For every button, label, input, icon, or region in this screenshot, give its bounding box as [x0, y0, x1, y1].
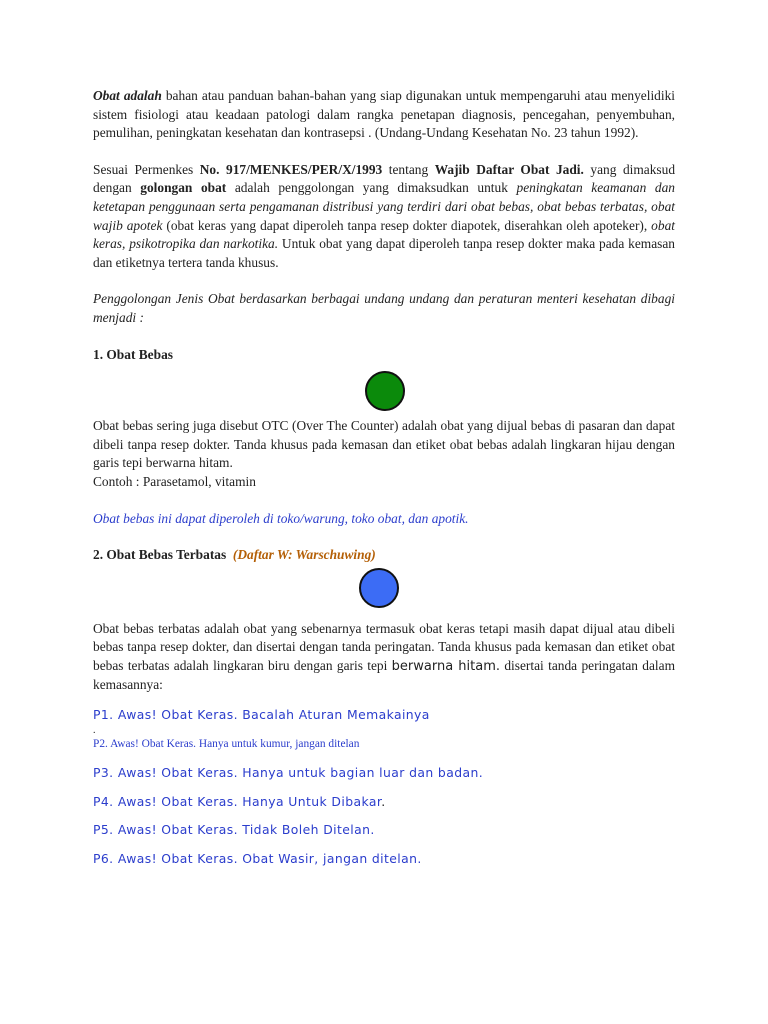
warning-p1: P1. Awas! Obat Keras. Bacalah Aturan Memakainya	[93, 707, 430, 723]
section-1-note: Obat bebas ini dapat diperoleh di toko/warung, toko obat, dan apotik.	[93, 510, 469, 526]
classification-intro: Penggolongan Jenis Obat berdasarkan berbagai undang undang dan peraturan menteri kesehatan dibagi menjadi :	[93, 291, 675, 325]
permenkes-text-2: tentang	[382, 161, 435, 177]
document-page	[93, 87, 675, 869]
warning-p5: P5. Awas! Obat Keras. Tidak Boleh Ditelan.	[93, 822, 375, 838]
regulation-title: Wajib Daftar Obat Jadi.	[434, 161, 584, 177]
permenkes-text-6: Untuk obat yang dapat diperoleh tanpa resep dokter maka pada kemasan dan etiketnya tertera tanda khusus.	[93, 236, 675, 270]
section-2-body-sans: berwarna hitam.	[391, 658, 501, 674]
regulation-number: No. 917/MENKES/PER/X/1993	[199, 161, 383, 177]
permenkes-text-3: yang dimaksud dengan	[93, 161, 676, 196]
golongan-obat-term: golongan obat	[140, 180, 227, 196]
permenkes-text-5: (obat keras yang dapat diperoleh tanpa resep dokter diapotek, diserahkan oleh apoteker),	[162, 217, 652, 233]
warning-p4-text: P4. Awas! Obat Keras. Hanya Untuk Dibakar	[93, 793, 382, 809]
permenkes-paragraph	[93, 161, 675, 273]
warning-p3: P3. Awas! Obat Keras. Hanya untuk bagian luar dan badan.	[93, 765, 484, 781]
intro-term: Obat adalah	[93, 88, 162, 103]
section-2-body	[93, 620, 675, 695]
section-2-heading-text: 2. Obat Bebas Terbatas	[93, 547, 227, 563]
green-circle-icon	[365, 371, 405, 411]
permenkes-text-4: adalah penggolongan yang dimaksudkan untuk	[226, 180, 517, 196]
warning-dot: .	[93, 724, 96, 736]
section-1-heading: 1. Obat Bebas	[93, 346, 173, 362]
section-2-heading	[93, 546, 675, 565]
intro-paragraph	[93, 87, 675, 143]
warning-p6: P6. Awas! Obat Keras. Obat Wasir, jangan ditelan.	[93, 851, 422, 867]
blue-circle-wrap	[93, 565, 675, 619]
section-1-body: Obat bebas sering juga disebut OTC (Over The Counter) adalah obat yang dijual bebas di pasaran dan dapat dibeli tanpa resep dokter. Tanda khusus pada kemasan dan etiket obat bebas adalah lingkaran hijau dengan garis tepi berwarna hitam.	[93, 418, 675, 471]
warning-p2: P2. Awas! Obat Keras. Hanya untuk kumur, jangan ditelan	[93, 737, 360, 750]
section-2-subheading: (Daftar W: Warschuwing)	[232, 547, 376, 563]
green-circle-wrap	[93, 364, 675, 414]
section-1-example: Contoh : Parasetamol, vitamin	[93, 473, 256, 489]
warning-p4	[93, 793, 675, 812]
intro-text: bahan atau panduan bahan-bahan yang siap digunakan untuk mempengaruhi atau menyelidiki sistem fisiologi atau keadaan patologi dalam rangka penetapan diagnosis, pencegahan, penyembuhan, pemulihan, peningkatan kesehatan dan kontrasepsi . (Undang-Undang Kesehatan No. 23 tahun 1992).	[93, 88, 675, 141]
section-2-body-text: Obat bebas terbatas adalah obat yang sebenarnya termasuk obat keras tetapi masih dapat dijual atau dibeli bebas tanpa resep dokter, dan disertai dengan tanda peringatan. Tanda khusus pada kemasan dan etiket obat bebas terbatas adalah lingkaran biru dengan garis tepi	[93, 620, 675, 673]
permenkes-text-1: Sesuai Permenkes	[93, 161, 200, 177]
section-2-body-end: disertai tanda peringatan dalam kemasannya:	[93, 657, 676, 693]
warning-p4-dot: .	[381, 793, 386, 809]
blue-circle-icon	[359, 568, 399, 608]
permenkes-italic-2: obat keras, psikotropika dan narkotika.	[93, 217, 675, 252]
permenkes-italic-1: peningkatan keamanan dan ketetapan penggunaan serta pengamanan distribusi yang terdiri dari obat bebas, obat bebas terbatas, obat wajib apotek	[93, 180, 675, 233]
